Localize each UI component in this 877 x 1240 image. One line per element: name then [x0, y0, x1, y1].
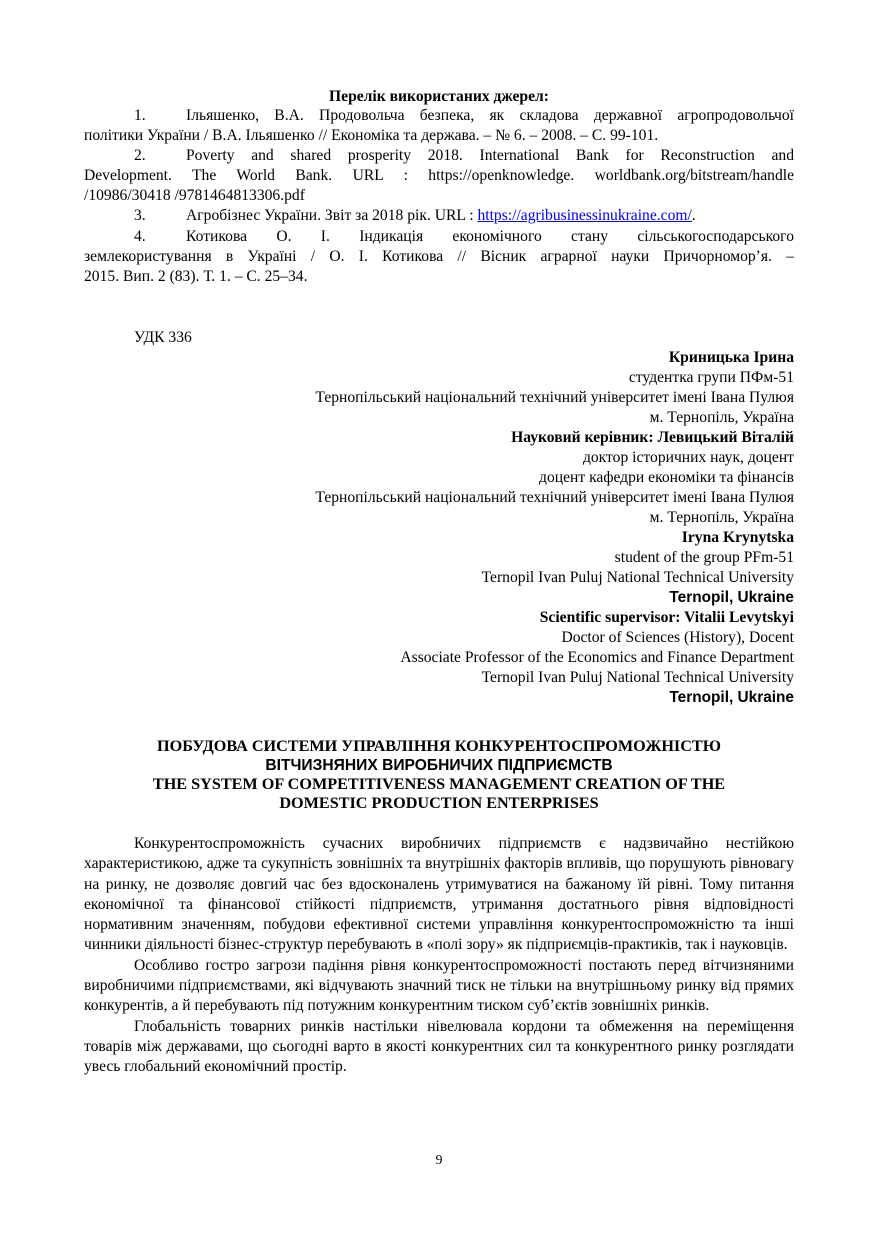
page-number: 9 [435, 1153, 443, 1168]
paragraph-1: Конкурентоспроможність сучасних виробничих підприємств є надзвичайно нестійкою характеристикою, адже та сукупність зовнішніх та внутрішніх факторів впливів, що порушують рівновагу на ринку, не дозволяє довгий час без вдосконалень утримуватися на бажаному їй рівні. Тому питання економічної та фінансової стійкості підприємств, утримання достатнього рівня відповідності нормативним значенням, побудови ефективної системи управління конкурентоспроможністю та інші чинники діяльності бізнес-структур перебувають в «полі зору» як підприємців-практиків, так і науковців. [84, 835, 794, 954]
reference-text: Development. The World Bank. URL : https://openknowledge. worldbank.org/bitstream/handle [84, 167, 794, 184]
supervisor-ua: Науковий керівник: Левицький Віталій [511, 429, 794, 446]
author-city-en: Ternopil, Ukraine [669, 589, 794, 606]
reference-item-4 [84, 227, 794, 287]
author-name-en: Iryna Krynytska [681, 529, 794, 546]
author-university-ua: Тернопільський національний технічний університет імені Івана Пулюя [315, 389, 794, 406]
author-group-en: student of the group PFm-51 [614, 549, 794, 566]
supervisor-en: Scientific supervisor: Vitalii Levytskyi [539, 609, 794, 626]
supervisor-degree-en: Doctor of Sciences (History), Docent [561, 629, 794, 646]
supervisor-city-ua: м. Тернопіль, Україна [649, 509, 794, 526]
reference-text: політики України / В.А. Ільяшенко // Економіка та держава. – № 6. – 2008. – С. 99-101. [84, 127, 659, 144]
reference-item-3 [84, 206, 794, 226]
supervisor-degree-ua: доктор історичних наук, доцент [582, 449, 794, 466]
reference-text: Агробізнес України. Звіт за 2018 рік. URL : [186, 207, 478, 224]
references-heading: Перелік використаних джерел: [329, 88, 549, 105]
author-city-ua: м. Тернопіль, Україна [649, 409, 794, 426]
paragraph-2: Особливо гостро загрози падіння рівня конкурентоспроможності постають перед вітчизняними виробничими підприємствами, які відчувають значний тиск не тільки на внутрішньому ринку від прямих конкурентів, а й перебувають під потужним конкурентним тиском суб’єктів зовнішніх ринків. [84, 956, 794, 1015]
reference-text: /10986/30418 /9781464813306.pdf [84, 187, 305, 204]
reference-text: Poverty and shared prosperity 2018. International Bank for Reconstruction and [186, 147, 794, 164]
supervisor-post-ua: доцент кафедри економіки та фінансів [539, 469, 794, 486]
title-ua-line-2: ВІТЧИЗНЯНИХ ВИРОБНИЧИХ ПІДПРИЄМСТВ [265, 757, 613, 774]
author-name-ua: Криницька Ірина [668, 349, 794, 366]
reference-text: 2015. Вип. 2 (83). Т. 1. – С. 25–34. [84, 268, 308, 285]
reference-text: Котикова О. І. Індикація економічного стану сільськогосподарського [186, 228, 794, 245]
author-block [84, 348, 794, 708]
reference-number: 2. [134, 147, 146, 164]
reference-text: Ільяшенко, В.А. Продовольча безпека, як складова державної агропродовольчої [186, 107, 794, 124]
supervisor-university-ua: Тернопільський національний технічний університет імені Івана Пулюя [315, 489, 794, 506]
reference-item-1 [84, 106, 794, 146]
paragraph-3: Глобальність товарних ринків настільки нівелювала кордони та обмеження на переміщення товарів між державами, що сьогодні варто в якості конкурентних сил та конкурентного ринку розглядати увесь глобальний економічний простір. [84, 1017, 794, 1076]
supervisor-post-en: Associate Professor of the Economics and Finance Department [400, 649, 794, 666]
title-ua-line-1: ПОБУДОВА СИСТЕМИ УПРАВЛІННЯ КОНКУРЕНТОСПРОМОЖНІСТЮ [157, 737, 721, 755]
reference-punct: . [691, 207, 696, 224]
title-en-line-2: DOMESTIC PRODUCTION ENTERPRISES [279, 794, 599, 812]
reference-link[interactable]: https://agribusinessinukraine.com/ [477, 207, 692, 224]
reference-number: 4. [134, 228, 146, 245]
reference-item-2 [84, 146, 794, 206]
supervisor-university-en: Ternopil Ivan Puluj National Technical University [481, 669, 794, 686]
reference-text: землекористування в Україні / О. І. Котикова // Вісник аграрної науки Причорномор’я. – [84, 248, 794, 265]
author-group-ua: студентка групи ПФм-51 [628, 369, 794, 386]
udk-code: УДК 336 [134, 329, 192, 346]
author-university-en: Ternopil Ivan Puluj National Technical University [481, 569, 794, 586]
article-body [84, 834, 794, 1078]
reference-number: 1. [134, 107, 146, 124]
article-title [84, 737, 794, 813]
supervisor-city-en: Ternopil, Ukraine [669, 689, 794, 706]
title-en-line-1: THE SYSTEM OF COMPETITIVENESS MANAGEMENT CREATION OF THE [152, 775, 726, 793]
reference-number: 3. [134, 207, 146, 224]
